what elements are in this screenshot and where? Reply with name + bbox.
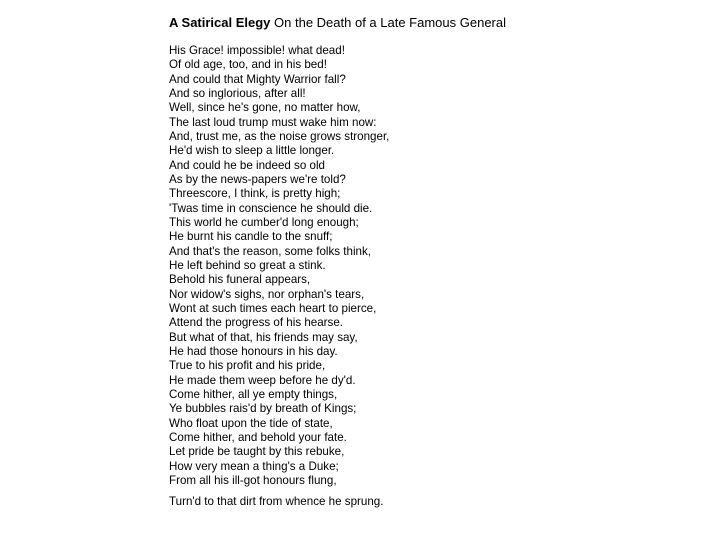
poem-line: True to his profit and his pride,	[169, 359, 326, 373]
poem-line: Threescore, I think, is pretty high;	[169, 187, 341, 201]
document-page	[169, 14, 709, 510]
poem-line: How very mean a thing's a Duke;	[169, 459, 339, 473]
poem-title	[169, 14, 709, 31]
poem-line: 'Twas time in conscience he should die.	[169, 201, 373, 215]
poem-line: He had those honours in his day.	[169, 344, 338, 358]
poem-line: And could that Mighty Warrior fall?	[169, 72, 346, 86]
poem-line: Of old age, too, and in his bed!	[169, 58, 327, 72]
poem-body	[169, 44, 709, 488]
poem-line: Behold his funeral appears,	[169, 273, 311, 287]
poem-line: Let pride be taught by this rebuke,	[169, 445, 345, 459]
poem-line: And that's the reason, some folks think,	[169, 244, 371, 258]
poem-line: As by the news-papers we're told?	[169, 172, 346, 186]
poem-line: Come hither, all ye empty things,	[169, 387, 338, 401]
poem-line: He burnt his candle to the snuff;	[169, 230, 333, 244]
poem-line: And, trust me, as the noise grows stronger,	[169, 129, 390, 143]
poem-line: He left behind so great a stink.	[169, 258, 326, 272]
poem-line: He'd wish to sleep a little longer.	[169, 144, 335, 158]
poem-title-main: A Satirical Elegy	[169, 15, 271, 30]
poem-final-line: Turn'd to that dirt from whence he sprung.	[169, 495, 384, 509]
poem-line: Attend the progress of his hearse.	[169, 316, 344, 330]
poem-line: Wont at such times each heart to pierce,	[169, 301, 377, 315]
poem-line: This world he cumber'd long enough;	[169, 215, 359, 229]
poem-line: Ye bubbles rais'd by breath of Kings;	[169, 402, 357, 416]
poem-line: Come hither, and behold your fate.	[169, 430, 347, 444]
poem-line: From all his ill-got honours flung,	[169, 473, 337, 487]
poem-line: His Grace! impossible! what dead!	[169, 44, 345, 57]
poem-line: And so inglorious, after all!	[169, 86, 306, 100]
poem-line: Well, since he's gone, no matter how,	[169, 101, 361, 115]
poem-line: But what of that, his friends may say,	[169, 330, 358, 344]
poem-line: The last loud trump must wake him now:	[169, 115, 377, 129]
poem-line: He made them weep before he dy'd.	[169, 373, 356, 387]
poem-line: Nor widow's sighs, nor orphan's tears,	[169, 287, 365, 301]
poem-line: And could he be indeed so old	[169, 158, 325, 172]
poem-title-subtitle: On the Death of a Late Famous General	[274, 15, 506, 30]
poem-line: Who float upon the tide of state,	[169, 416, 333, 430]
